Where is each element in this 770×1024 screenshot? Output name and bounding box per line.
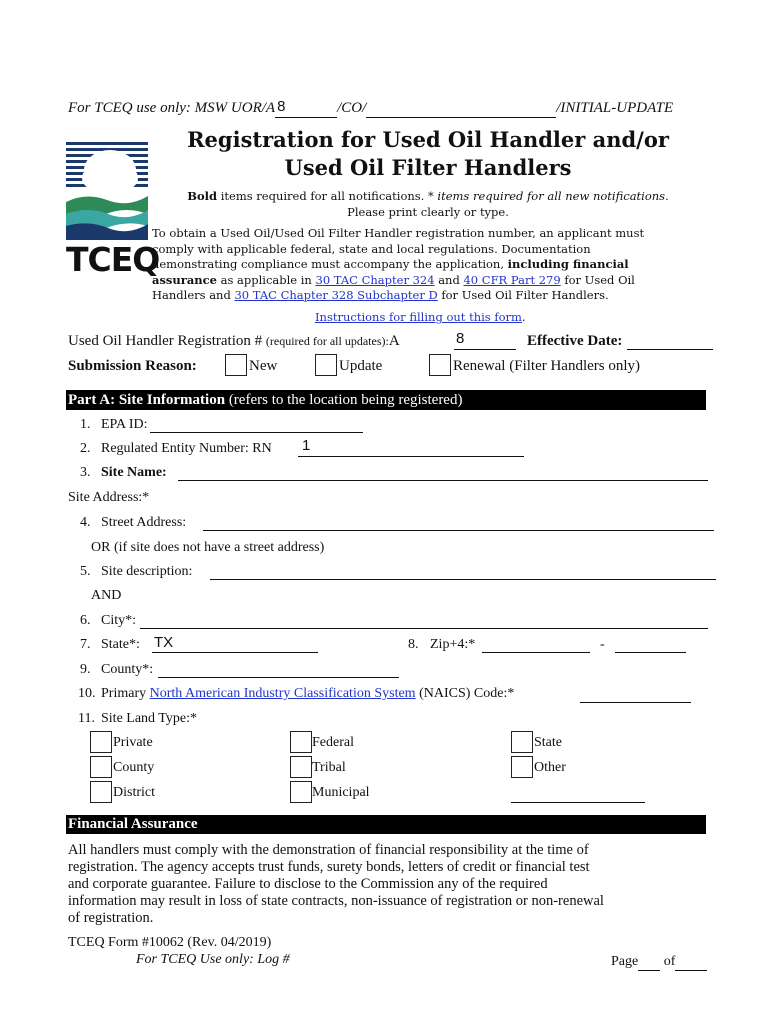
instructions-link[interactable]: Instructions for filling out this form [315, 310, 522, 324]
link-30tac-328[interactable]: 30 TAC Chapter 328 Subchapter D [234, 288, 438, 302]
land-federal-checkbox[interactable] [290, 731, 312, 753]
tceq-logo [66, 140, 160, 285]
financial-assurance-text: All handlers must comply with the demonstration of financial responsibility at the time of registration. The agency accepts trust funds, surety bonds, letters of credit or financial test and corporate guarantee. Failure to disclose to the Commission any of the required information may result in loss of state contracts, non-issuance of registration or non-renewal of registration. [68, 842, 604, 926]
registration-number-row: Used Oil Handler Registration # (required for all updates):A [68, 333, 400, 349]
zip-field[interactable] [482, 652, 590, 653]
naics-link[interactable]: North American Industry Classification System [149, 686, 416, 701]
land-other-checkbox[interactable] [511, 756, 533, 778]
registration-number-value: 8 [456, 330, 465, 347]
form-title-line2: Used Oil Filter Handlers [284, 155, 572, 180]
street-address-label: Street Address: [101, 515, 187, 530]
link-30tac-324[interactable]: 30 TAC Chapter 324 [315, 272, 435, 287]
site-description-label: Site description: [101, 564, 193, 579]
land-district-checkbox[interactable] [90, 781, 112, 803]
county-field[interactable] [158, 677, 399, 678]
land-tribal-label: Tribal [312, 760, 346, 775]
epa-id-field[interactable] [150, 432, 363, 433]
required-legend: Bold items required for all notifications. * items required for all new notifications. Please print clearly or type. [187, 189, 669, 219]
city-label: City*: [101, 613, 137, 628]
zip-label: Zip+4:* [430, 637, 476, 652]
land-federal-label: Federal [312, 735, 354, 750]
land-private-label: Private [113, 735, 153, 750]
submission-new-checkbox[interactable] [225, 354, 247, 376]
street-address-field[interactable] [203, 530, 714, 531]
state-value: TX [154, 634, 174, 651]
land-private-checkbox[interactable] [90, 731, 112, 753]
co-label: /CO/ [337, 100, 367, 116]
land-other-specify-field[interactable] [511, 802, 645, 803]
land-other-label: Other [534, 760, 566, 775]
msw-uor-field[interactable]: 8 [275, 100, 337, 118]
land-tribal-checkbox[interactable] [290, 756, 312, 778]
naics-row: Primary North American Industry Classification System (NAICS) Code:* [101, 686, 515, 701]
land-municipal-checkbox[interactable] [290, 781, 312, 803]
submission-update-label: Update [339, 358, 383, 374]
site-address-label: Site Address:* [68, 490, 150, 505]
page-number: Page of [611, 954, 707, 971]
submission-new-label: New [249, 358, 278, 374]
site-description-field[interactable] [210, 579, 716, 580]
submission-reason-label: Submission Reason: [68, 358, 197, 374]
land-district-label: District [113, 785, 155, 800]
submission-renewal-checkbox[interactable] [429, 354, 451, 376]
initial-update-label: /INITIAL-UPDATE [556, 100, 674, 116]
registration-number-field[interactable] [454, 349, 516, 350]
state-label: State*: [101, 637, 140, 652]
site-land-type-label: Site Land Type:* [101, 711, 197, 726]
part-a-header: Part A: Site Information (refers to the location being registered) [66, 390, 706, 410]
submission-update-checkbox[interactable] [315, 354, 337, 376]
state-field[interactable] [152, 652, 318, 653]
tceq-use-only-header [68, 100, 673, 118]
tceq-use-only-label: For TCEQ use only: MSW UOR/A [68, 100, 276, 116]
tceq-logo-text: TCEQ [66, 240, 160, 279]
financial-assurance-header: Financial Assurance [66, 815, 706, 834]
land-state-label: State [534, 735, 562, 750]
city-field[interactable] [140, 628, 708, 629]
effective-date-label: Effective Date: [527, 333, 623, 349]
submission-renewal-label: Renewal (Filter Handlers only) [453, 358, 641, 374]
or-note: OR (if site does not have a street address) [91, 540, 325, 555]
naics-code-field[interactable] [580, 702, 691, 703]
county-label: County*: [101, 662, 154, 677]
regulated-entity-value: 1 [302, 437, 311, 454]
land-county-checkbox[interactable] [90, 756, 112, 778]
epa-id-label: EPA ID: [101, 417, 148, 432]
land-county-label: County [113, 760, 155, 775]
co-field[interactable] [366, 100, 556, 118]
intro-paragraph: To obtain a Used Oil/Used Oil Filter Handler registration number, an applicant must comply with applicable federal, state and local regulations. Documentation demonstrating compliance must accompany the application, including financial assurance as applicable in 30 TAC Chapter 324 and 40 CFR Part 279 for Used Oil Handlers and 30 TAC Chapter 328 Subchapter D for Used Oil Filter Handlers. [152, 226, 645, 302]
form-title [152, 126, 704, 182]
form-title-line1: Registration for Used Oil Handler and/or [187, 127, 669, 152]
land-municipal-label: Municipal [312, 785, 370, 800]
page-current-field[interactable] [638, 954, 660, 971]
tceq-log-label: For TCEQ Use only: Log # [136, 952, 290, 967]
and-note: AND [91, 588, 122, 603]
regulated-entity-field[interactable] [298, 456, 524, 457]
instructions-line: Instructions for filling out this form. [315, 310, 526, 324]
regulated-entity-label: Regulated Entity Number: RN [101, 441, 272, 456]
form-number: TCEQ Form #10062 (Rev. 04/2019) [68, 935, 272, 950]
link-40cfr-279[interactable]: 40 CFR Part 279 [463, 272, 561, 287]
site-name-field[interactable] [178, 480, 708, 481]
zip-plus4-field[interactable] [615, 652, 686, 653]
effective-date-field[interactable] [627, 349, 713, 350]
site-name-label: Site Name: [101, 465, 167, 480]
land-state-checkbox[interactable] [511, 731, 533, 753]
zip-dash: - [600, 637, 605, 652]
page-total-field[interactable] [675, 954, 707, 971]
